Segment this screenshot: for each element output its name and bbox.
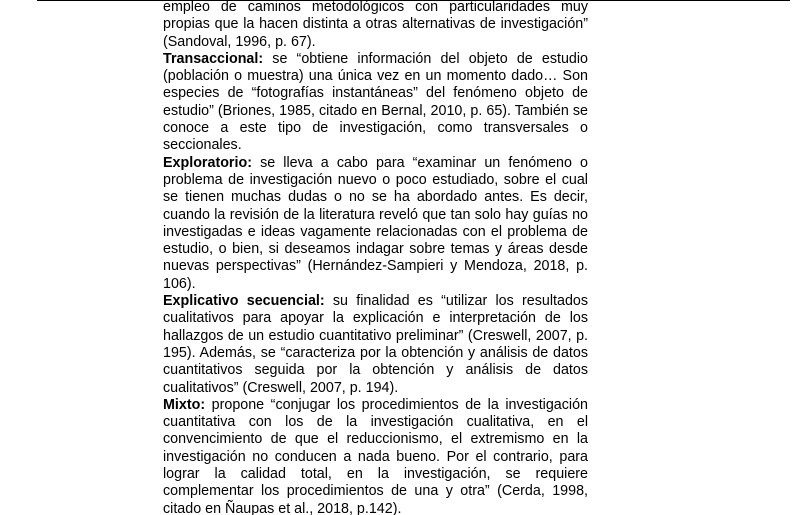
- entry-explicativo-secuencial: [163, 293, 588, 397]
- entry-body: se “obtiene información del objeto de estudio (población o muestra) una única vez en un momento dado… Son especies de “fotografías instantáneas” del fenómeno objeto de estudio” (Briones, 1985, citado en Bernal, 2010, p. 65). También se conoce a este tipo de investigación, como transversales o seccionales.: [163, 50, 588, 154]
- entry-term: Exploratorio:: [163, 154, 252, 171]
- entry-term: Transaccional:: [163, 50, 264, 67]
- entry-term: Explicativo secuencial:: [163, 293, 325, 310]
- entry-transaccional: [163, 51, 588, 155]
- continuation-paragraph: empleo de caminos metodológicos con particularidades muy propias que la hacen distinta a otras alternativas de investigación” (Sandoval, 1996, p. 67).: [163, 0, 588, 50]
- document-body: [163, 0, 588, 515]
- entry-body: se lleva a cabo para “examinar un fenómeno o problema de investigación nuevo o poco estudiado, sobre el cual se tienen muchas dudas o no se ha abordado antes. Es decir, cuando la revisión de la literatura reveló que tan solo hay guías no investigadas e ideas vagamente relacionadas con el problema de estudio, o bien, si deseamos indagar sobre temas y áreas desde nuevas perspectivas” (Hernández-Sampieri y Mendoza, 2018, p. 106).: [163, 154, 588, 292]
- entry-body: propone “conjugar los procedimientos de la investigación cuantitativa con los de la investigación cualitativa, en el convencimiento de que el reduccionismo, el extremismo en la investigación no conducen a nada bueno. Por el contrario, para lograr la calidad total, en la investigación, se requiere complementar los procedimientos de una y otra” (Cerda, 1998, citado en Ñaupas et al., 2018, p.142).: [163, 396, 588, 515]
- entry-mixto: [163, 397, 588, 515]
- entry-term: Mixto:: [163, 396, 206, 413]
- entry-body: su finalidad es “utilizar los resultados cualitativos para apoyar la explicación e interpretación de los hallazgos de un estudio cuantitativo preliminar” (Creswell, 2007, p. 195). Además, se “caracteriza por la obtención y análisis de datos cuantitativos seguida por la obtención y análisis de datos cualitativos” (Creswell, 2007, p. 194).: [163, 293, 588, 396]
- entry-exploratorio: [163, 155, 588, 293]
